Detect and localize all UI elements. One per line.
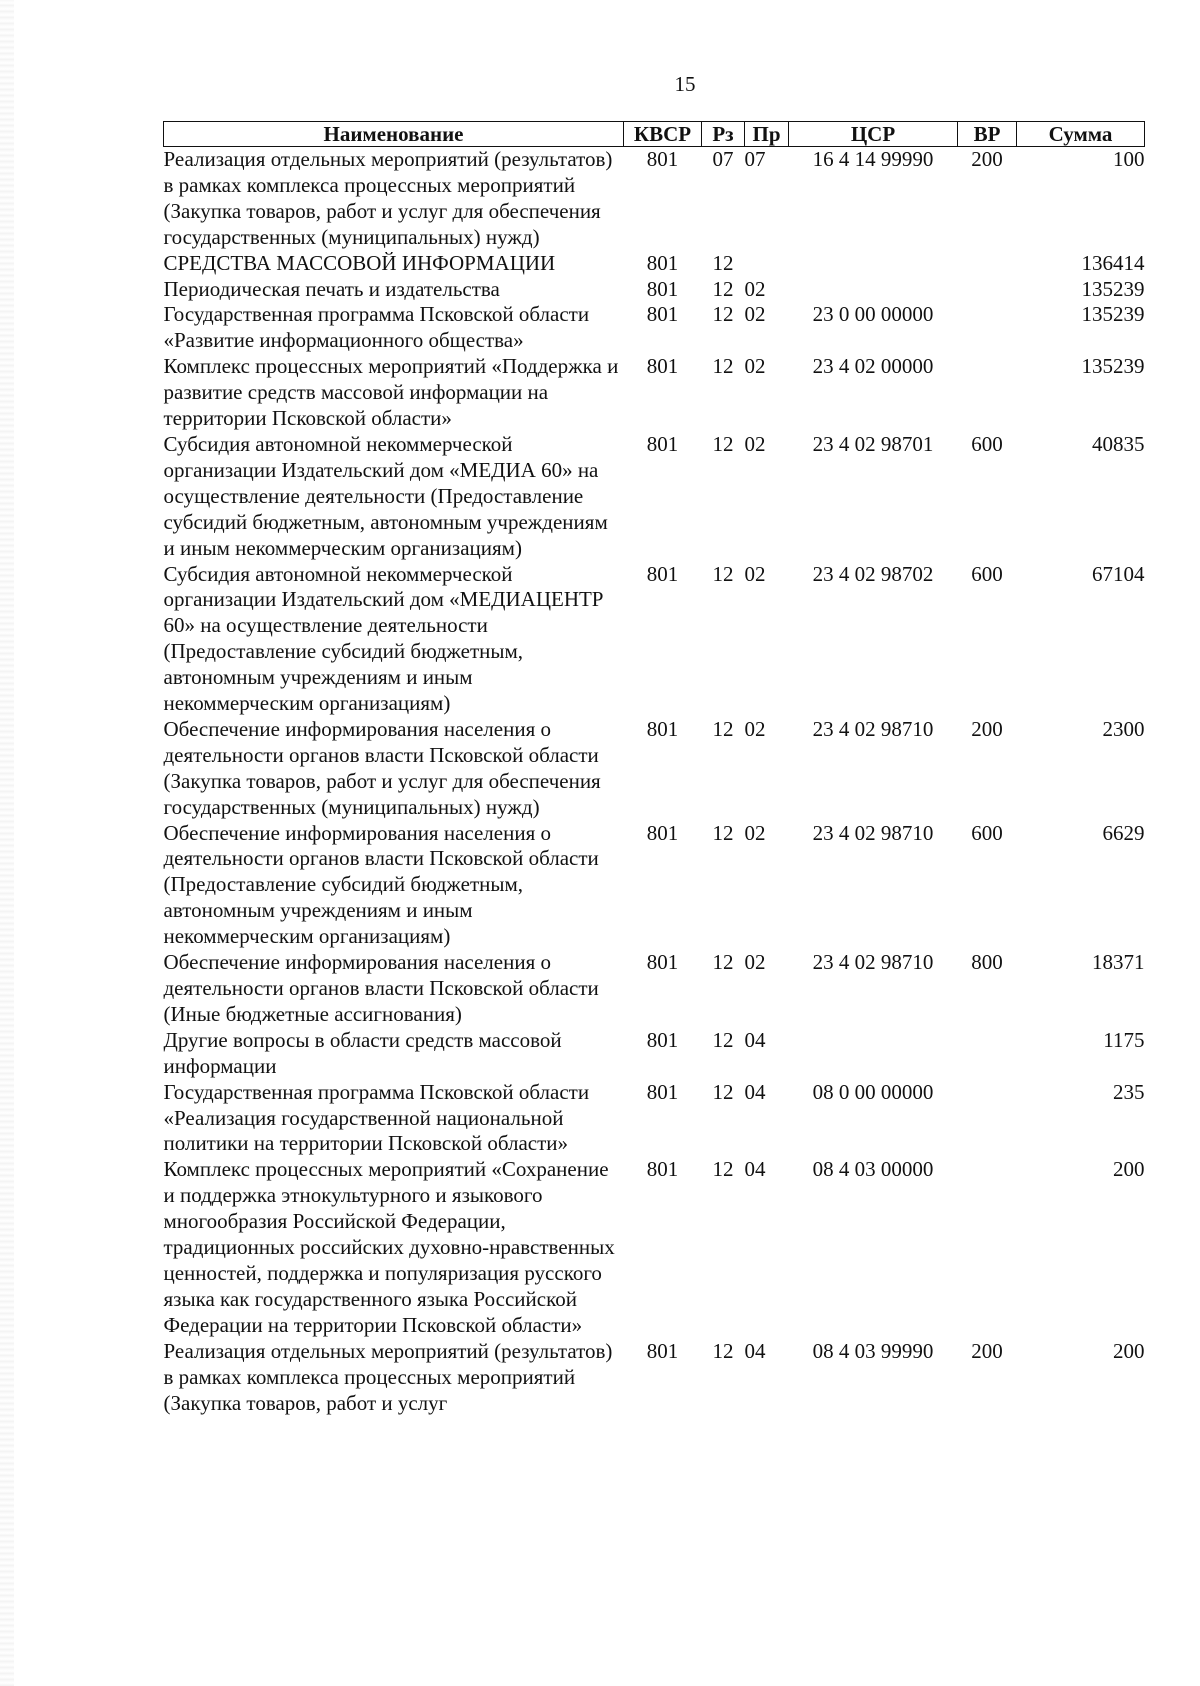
- cell-rz: 12: [712, 276, 734, 301]
- table-row: [164, 717, 1145, 821]
- col-header-sum: Сумма: [1017, 122, 1145, 147]
- cell-rz: 12: [712, 1157, 734, 1182]
- cell-name: Реализация отдельных мероприятий (результатов) в рамках комплекса процессных мероприятий (Закупка товаров, работ и услуг: [163, 1338, 613, 1415]
- cell-name: Реализация отдельных мероприятий (результатов) в рамках комплекса процессных мероприятий (Закупка товаров, работ и услуг для обеспечения государственных (муниципальных) нужд): [163, 147, 613, 249]
- cell-vr: [958, 354, 1017, 432]
- cell-pr: [745, 251, 789, 277]
- cell-sum: 40835: [1092, 431, 1145, 456]
- cell-pr: 02: [744, 431, 766, 456]
- cell-rz: 12: [712, 1338, 734, 1363]
- cell-sum: 135239: [1081, 354, 1145, 379]
- cell-name: Периодическая печать и издательства: [163, 276, 500, 301]
- cell-csr: [789, 1028, 958, 1080]
- col-header-vr: ВР: [958, 122, 1017, 147]
- cell-rz: 12: [712, 716, 734, 741]
- cell-vr: [958, 1028, 1017, 1080]
- cell-kvsr: 801: [646, 276, 679, 301]
- cell-vr: [958, 1157, 1017, 1338]
- cell-rz: 12: [712, 250, 734, 275]
- scan-edge: [0, 0, 14, 1686]
- cell-name: Государственная программа Псковской области «Развитие информационного общества»: [163, 302, 590, 353]
- cell-rz: 12: [712, 302, 734, 327]
- table-row: [164, 277, 1145, 303]
- cell-sum: 200: [1113, 1157, 1145, 1182]
- cell-vr: [958, 302, 1017, 354]
- table-header: [164, 122, 1145, 147]
- cell-name: Комплекс процессных мероприятий «Сохранение и поддержка этнокультурного и языкового многообразия Российской Федерации, традиционных российских духовно-нравственных ценностей, поддержка и популяризация русского языка как государственного языка Российской Федерации на территории Псковской области»: [163, 1157, 615, 1337]
- cell-kvsr: 801: [646, 431, 679, 456]
- cell-kvsr: 801: [646, 820, 679, 845]
- cell-sum: 235: [1113, 1079, 1145, 1104]
- table-row: [164, 1339, 1145, 1417]
- cell-csr: [789, 277, 958, 303]
- cell-vr: 800: [971, 950, 1003, 975]
- cell-sum: 1175: [1103, 1027, 1145, 1052]
- cell-kvsr: 801: [646, 250, 679, 275]
- cell-csr: 16 4 14 99990: [812, 147, 934, 171]
- cell-csr: 23 4 02 98710: [812, 716, 934, 741]
- cell-kvsr: 801: [646, 1079, 679, 1104]
- cell-csr: 08 0 00 00000: [812, 1079, 934, 1104]
- cell-csr: 23 4 02 98710: [812, 950, 934, 975]
- cell-kvsr: 801: [646, 950, 679, 975]
- cell-rz: 12: [712, 431, 734, 456]
- cell-rz: 12: [712, 820, 734, 845]
- cell-name: Другие вопросы в области средств массовой информации: [163, 1027, 562, 1078]
- cell-name: Обеспечение информирования населения о деятельности органов власти Псковской области (Иные бюджетные ассигнования): [163, 950, 599, 1026]
- cell-pr: 04: [744, 1157, 766, 1182]
- cell-name: Субсидия автономной некоммерческой организации Издательский дом «МЕДИАЦЕНТР 60» на осуществление деятельности (Предоставление субсидий бюджетным, автономным учреждениям и иным некоммерческим организациям): [163, 561, 604, 716]
- cell-sum: 67104: [1092, 561, 1145, 586]
- cell-vr: [958, 277, 1017, 303]
- cell-name: СРЕДСТВА МАССОВОЙ ИНФОРМАЦИИ: [163, 250, 556, 275]
- header-row: [164, 122, 1145, 147]
- cell-vr: 200: [971, 147, 1003, 171]
- cell-vr: 200: [971, 716, 1003, 741]
- cell-csr: 08 4 03 99990: [812, 1338, 934, 1363]
- cell-name: Комплекс процессных мероприятий «Поддержка и развитие средств массовой информации на территории Псковской области»: [163, 354, 619, 431]
- cell-sum: 100: [1113, 147, 1145, 171]
- table-row: [164, 562, 1145, 717]
- table-row: [164, 354, 1145, 432]
- table-body: [164, 147, 1145, 1417]
- page-number: 15: [674, 72, 696, 96]
- cell-sum: 135239: [1081, 302, 1145, 327]
- cell-rz: 12: [712, 1027, 734, 1052]
- cell-name: Обеспечение информирования населения о деятельности органов власти Псковской области (Закупка товаров, работ и услуг для обеспечения государственных (муниципальных) нужд): [163, 716, 601, 819]
- cell-pr: 02: [744, 950, 766, 975]
- cell-name: Обеспечение информирования населения о деятельности органов власти Псковской области (Предоставление субсидий бюджетным, автономным учреждениям и иным некоммерческим организациям): [163, 820, 599, 949]
- cell-vr: 600: [971, 561, 1003, 586]
- col-header-csr: ЦСР: [789, 122, 958, 147]
- cell-sum: 18371: [1092, 950, 1145, 975]
- cell-kvsr: 801: [646, 147, 679, 171]
- cell-pr: 02: [744, 561, 766, 586]
- cell-csr: 23 4 02 98701: [812, 431, 934, 456]
- cell-kvsr: 801: [646, 354, 679, 379]
- table-row: [164, 432, 1145, 562]
- cell-vr: 600: [971, 820, 1003, 845]
- cell-rz: 12: [712, 1079, 734, 1104]
- table-row: [164, 950, 1145, 1028]
- cell-vr: 600: [971, 431, 1003, 456]
- cell-csr: 08 4 03 00000: [812, 1157, 934, 1182]
- table-row: [164, 1157, 1145, 1338]
- cell-pr: 02: [744, 276, 766, 301]
- cell-csr: 23 0 00 00000: [812, 302, 934, 327]
- table-row: [164, 251, 1145, 277]
- cell-kvsr: 801: [646, 1027, 679, 1052]
- cell-pr: 02: [744, 354, 766, 379]
- col-header-name: Наименование: [164, 122, 624, 147]
- cell-name: Субсидия автономной некоммерческой организации Издательский дом «МЕДИА 60» на осуществление деятельности (Предоставление субсидий бюджетным, автономным учреждениям и иным некоммерческим организациям): [163, 431, 608, 560]
- cell-vr: 200: [971, 1338, 1003, 1363]
- cell-kvsr: 801: [646, 716, 679, 741]
- cell-kvsr: 801: [646, 1338, 679, 1363]
- cell-rz: 12: [712, 561, 734, 586]
- cell-sum: 136414: [1081, 250, 1145, 275]
- table-row: [164, 147, 1145, 251]
- cell-name: Государственная программа Псковской области «Реализация государственной национальной политики на территории Псковской области»: [163, 1079, 590, 1156]
- cell-kvsr: 801: [646, 302, 679, 327]
- cell-pr: 02: [744, 716, 766, 741]
- cell-csr: 23 4 02 98710: [812, 820, 934, 845]
- cell-sum: 135239: [1081, 276, 1145, 301]
- cell-rz: 07: [712, 147, 734, 171]
- table-row: [164, 1080, 1145, 1158]
- cell-pr: 02: [744, 820, 766, 845]
- cell-csr: [789, 251, 958, 277]
- cell-sum: 2300: [1102, 716, 1145, 741]
- cell-vr: [958, 251, 1017, 277]
- cell-pr: 04: [744, 1338, 766, 1363]
- cell-rz: 12: [712, 950, 734, 975]
- cell-pr: 07: [744, 147, 766, 171]
- cell-pr: 02: [744, 302, 766, 327]
- cell-pr: 04: [744, 1079, 766, 1104]
- cell-csr: 23 4 02 00000: [812, 354, 934, 379]
- budget-table: [163, 121, 1145, 1416]
- table-row: [164, 302, 1145, 354]
- table-row: [164, 1028, 1145, 1080]
- cell-csr: 23 4 02 98702: [812, 561, 934, 586]
- col-header-pr: Пр: [745, 122, 789, 147]
- cell-pr: 04: [744, 1027, 766, 1052]
- cell-sum: 6629: [1102, 820, 1145, 845]
- col-header-kvsr: КВСР: [624, 122, 702, 147]
- col-header-rz: Рз: [702, 122, 745, 147]
- cell-vr: [958, 1080, 1017, 1158]
- cell-rz: 12: [712, 354, 734, 379]
- cell-kvsr: 801: [646, 561, 679, 586]
- cell-kvsr: 801: [646, 1157, 679, 1182]
- cell-sum: 200: [1113, 1338, 1145, 1363]
- table-row: [164, 821, 1145, 951]
